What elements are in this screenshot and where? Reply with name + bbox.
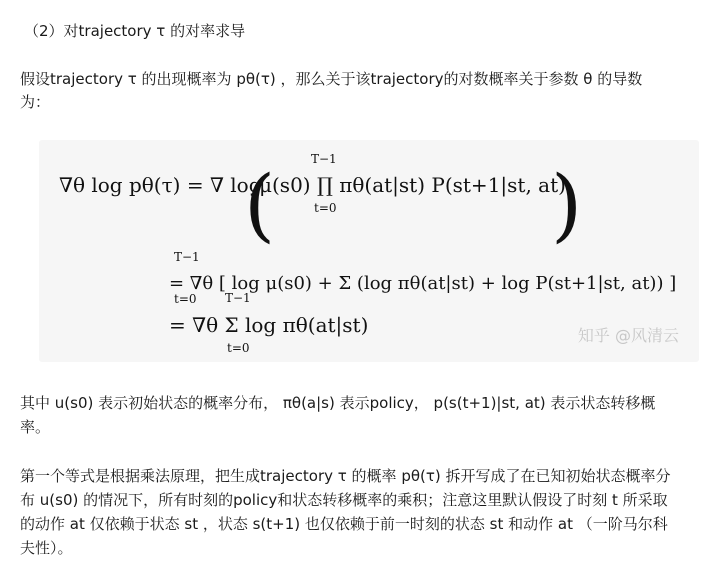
sum-upper-limit-3: T−1 <box>225 291 251 305</box>
formula-line-1-lhs: ∇θ log pθ(τ) = ∇ log <box>59 173 262 197</box>
paragraph-1-line-1: 假设trajectory τ 的出现概率为 pθ(τ) ，那么关于该trajectory的对数概率关于参数 θ 的导数 <box>20 70 643 88</box>
formula-block <box>39 140 699 362</box>
sum-lower-limit-3: t=0 <box>227 341 250 355</box>
formula-line-1-rhs: μ(s0) ∏ πθ(at|st) P(st+1|st, at) <box>259 173 566 197</box>
paragraph-3-line-1: 第一个等式是根据乘法原理，把生成trajectory τ 的概率 pθ(τ) 拆开写成了在已知初始状态概率分 <box>20 467 671 485</box>
paragraph-3-line-2: 布 u(s0) 的情况下，所有时刻的policy和状态转移概率的乘积；注意这里默认假设了时刻 t 所采取 <box>20 491 668 509</box>
big-right-paren: ) <box>551 158 583 251</box>
prod-upper-limit: T−1 <box>311 152 337 166</box>
watermark: 知乎 @风清云 <box>577 326 679 345</box>
sum-upper-limit-1: T−1 <box>174 250 200 264</box>
paragraph-1-line-2: 为： <box>20 93 51 111</box>
formula-line-3: = ∇θ Σ log πθ(at|st) <box>169 313 369 337</box>
prod-lower-limit: t=0 <box>314 201 337 215</box>
paragraph-3-line-3: 的动作 at 仅依赖于状态 st ，状态 s(t+1) 也仅依赖于前一时刻的状态 st 和动作 at （一阶马尔科 <box>20 515 668 533</box>
sum-lower-limit-1: t=0 <box>174 292 197 306</box>
formula-line-2: = ∇θ [ log μ(s0) + Σ (log πθ(at|st) + log P(st+1|st, at)) ] <box>169 273 677 294</box>
big-left-paren: ( <box>244 158 276 251</box>
paragraph-2-line-2: 率。 <box>20 418 51 436</box>
section-heading: （2）对trajectory τ 的对率求导 <box>24 22 246 40</box>
paragraph-2-line-1: 其中 u(s0) 表示初始状态的概率分布， πθ(a|s) 表示policy， p(s(t+1)|st, at) 表示状态转移概 <box>20 394 656 412</box>
paragraph-3-line-4: 夫性）。 <box>20 539 73 557</box>
